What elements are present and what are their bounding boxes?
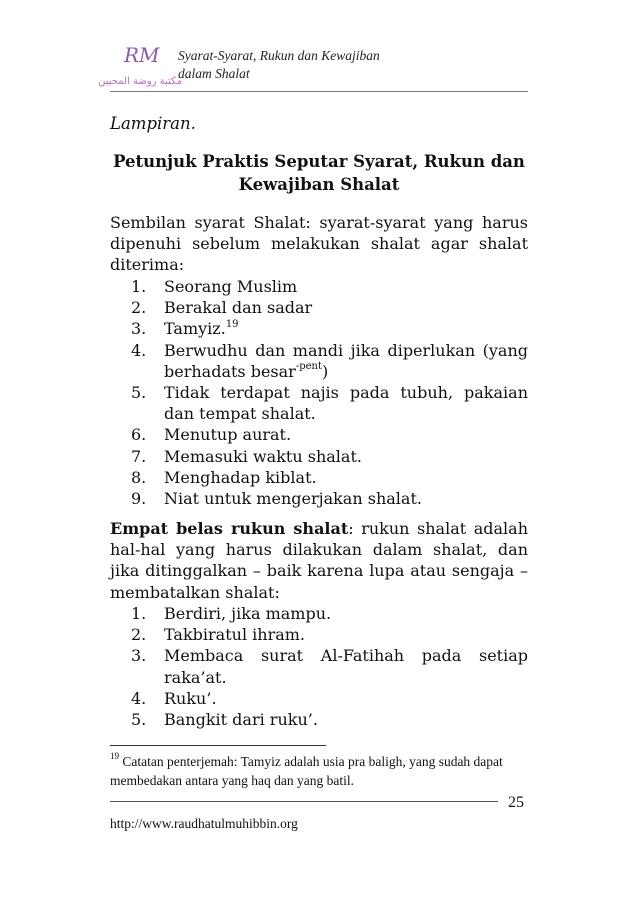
pillars-list xyxy=(110,603,528,730)
list-item-number: 2. xyxy=(131,298,147,318)
list-item-number: 1. xyxy=(131,604,147,623)
footnote-reference[interactable]: 19 xyxy=(225,319,239,331)
list-item-text-end: ) xyxy=(322,361,329,381)
list-item-number: 4. xyxy=(131,340,147,360)
list-item-number: 1. xyxy=(131,277,147,296)
list-item xyxy=(110,318,528,339)
list-item-text: Berwudhu dan mandi jika diperlukan (yang berhadats besar xyxy=(164,340,528,381)
footnote-text: Catatan penterjemah: Tamyiz adalah usia pra baligh, yang sudah dapat membedakan antara yang haq dan yang batil. xyxy=(110,754,503,788)
pillars-intro-text: : rukun shalat adalah hal-hal yang harus dilakukan dalam shalat, dan jika ditinggalkan – baik karena lupa atau sengaja – membatalkan shalat: xyxy=(110,519,528,602)
page-title xyxy=(110,150,528,196)
footnote-divider xyxy=(110,745,326,746)
conditions-intro-line-2: dipenuhi sebelum melakukan shalat agar shalat xyxy=(110,234,528,254)
list-item-text: Berdiri, jika mampu. xyxy=(164,604,332,623)
list-item xyxy=(110,382,528,424)
page-title-line-2: Kewajiban Shalat xyxy=(238,175,400,194)
footer-url[interactable]: http://www.raudhatulmuhibbin.org xyxy=(110,816,298,831)
list-item-text: Memasuki waktu shalat. xyxy=(164,446,362,466)
list-item xyxy=(110,424,528,445)
list-item xyxy=(110,276,528,297)
list-item xyxy=(110,297,528,318)
list-item-text: Tamyiz. xyxy=(164,319,226,339)
logo-arabic-text: مكتبة روضة المحبين xyxy=(98,76,182,87)
list-item-number: 3. xyxy=(131,646,147,666)
list-item xyxy=(110,446,528,467)
list-item xyxy=(110,467,528,488)
list-item xyxy=(110,340,528,382)
list-item-number: 8. xyxy=(131,467,147,487)
list-item xyxy=(110,488,528,509)
logo-mark: RM xyxy=(124,43,160,67)
list-item-text: Membaca surat Al-Fatihah pada setiap raka’at. xyxy=(164,646,528,687)
conditions-intro-line-3: diterima: xyxy=(110,255,185,275)
list-item-number: 9. xyxy=(131,489,147,509)
list-item-text: Ruku’. xyxy=(164,688,217,708)
list-item-number: 3. xyxy=(131,319,147,339)
translator-note-marker: -pent xyxy=(295,361,322,373)
publisher-logo xyxy=(98,42,182,92)
list-item-text: Niat untuk mengerjakan shalat. xyxy=(164,489,422,509)
footnote xyxy=(110,752,530,790)
page-title-line-1: Petunjuk Praktis Seputar Syarat, Rukun dan xyxy=(113,152,525,171)
list-item-number: 5. xyxy=(131,383,147,403)
list-item-number: 5. xyxy=(131,710,147,730)
list-item-number: 4. xyxy=(131,688,147,708)
header-divider xyxy=(110,91,528,92)
list-item xyxy=(110,688,528,709)
list-item-text: Menghadap kiblat. xyxy=(164,467,317,487)
conditions-intro-line-1: Sembilan syarat Shalat: syarat-syarat yang harus xyxy=(110,213,528,232)
footnote-marker: 19 xyxy=(110,750,119,761)
footer-divider xyxy=(110,801,498,802)
list-item-text: Menutup aurat. xyxy=(164,425,292,445)
running-header xyxy=(178,47,380,83)
list-item xyxy=(110,709,528,730)
appendix-label: Lampiran. xyxy=(110,114,196,133)
list-item-text: Berakal dan sadar xyxy=(164,298,313,318)
running-header-line-1: Syarat-Syarat, Rukun dan Kewajiban xyxy=(178,48,380,63)
list-item-text: Seorang Muslim xyxy=(164,277,298,296)
list-item-text: Bangkit dari ruku’. xyxy=(164,710,318,730)
list-item xyxy=(110,603,528,624)
list-item xyxy=(110,624,528,645)
pillars-heading: Empat belas rukun shalat xyxy=(110,519,349,538)
page-number: 25 xyxy=(508,794,524,811)
list-item-number: 6. xyxy=(131,425,147,445)
running-header-line-2: dalam Shalat xyxy=(178,66,250,81)
pillars-intro xyxy=(110,518,528,603)
conditions-intro xyxy=(110,212,528,276)
list-item-number: 7. xyxy=(131,446,147,466)
list-item-text: Tidak terdapat najis pada tubuh, pakaian dan tempat shalat. xyxy=(164,383,528,424)
conditions-list xyxy=(110,276,528,509)
list-item-number: 2. xyxy=(131,625,147,645)
list-item-text: Takbiratul ihram. xyxy=(164,625,306,645)
list-item xyxy=(110,645,528,687)
